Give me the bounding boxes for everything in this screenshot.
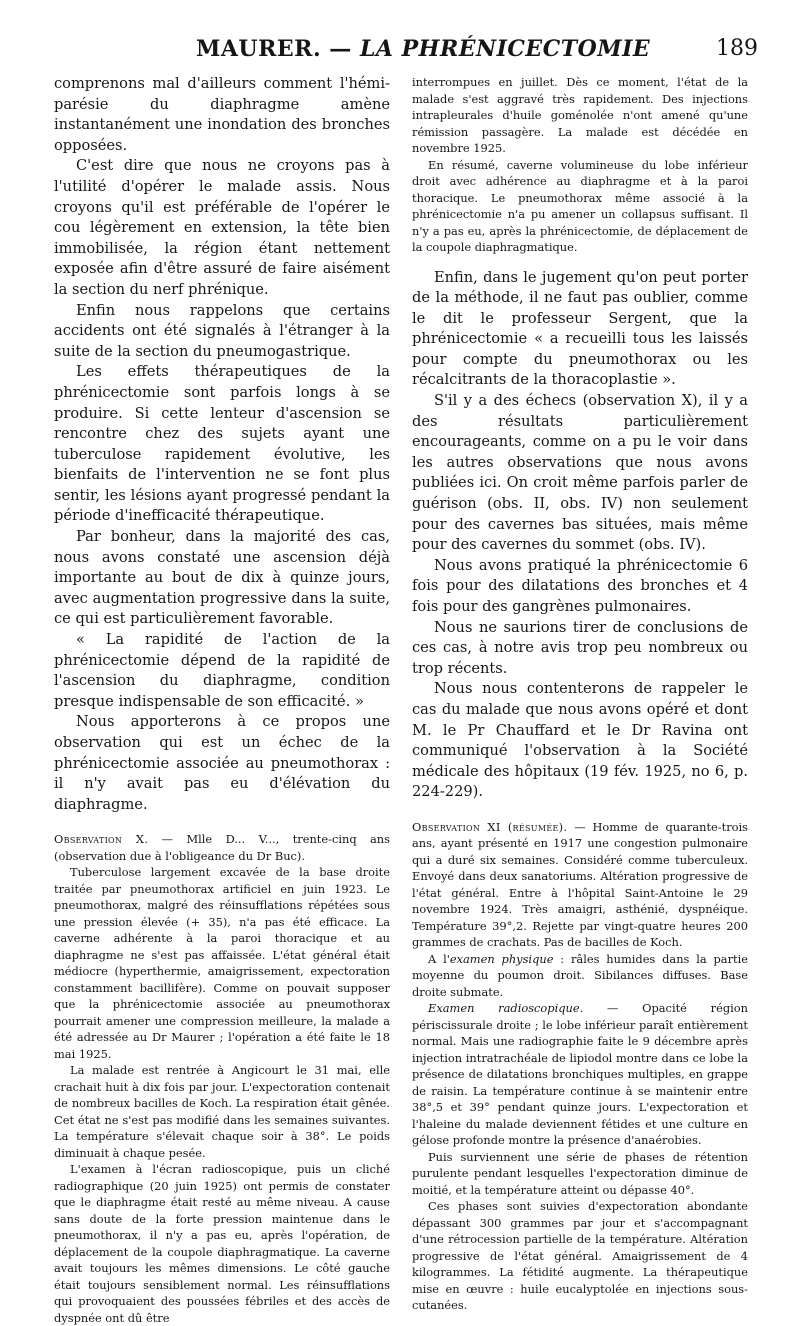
paragraph: Nous ne saurions tirer de conclusions de ces cas, à notre avis trop peu nombreux ou trop récents. [412, 618, 748, 677]
paragraph: L'examen à l'écran radioscopique, puis un cliché radiographique (20 juin 1925) ont permis de constater que le diaphragme était resté au même niveau. A cause sans doute de la forte pression maintenue dans le pneumothorax, il n'y a pas eu, après l'opération, de déplacement de la coupole diaphragmatique. La caverne avait toujours les mêmes dimensions. Le côté gauche était toujours sensiblement normal. Les réinsufflations qui provoquaient des poussées fébriles et des accès de dyspnée ont dû être [54, 1162, 390, 1325]
article-title: LA PHRÉNICECTOMIE [359, 36, 651, 62]
exam-radio-label: Examen radioscopique. [428, 1001, 584, 1016]
observation-x-continued [412, 74, 748, 256]
page-number: 189 [716, 36, 758, 61]
paragraph: Par bonheur, dans la majorité des cas, nous avons constaté une ascension déjà importante au bout de dix à quinze jours, avec augmentation progressive dans la suite, ce qui est particulièrement favorable. [54, 528, 390, 628]
observation-intro: — Homme de quarante-trois ans, ayant présenté en 1917 une congestion pulmonaire qui a duré six semaines. Considéré comme tuberculeux. Envoyé dans deux sanatoriums. Altération progressive de l'état général. Entre à l'hôpital Saint-Antoine le 29 novembre 1924. Très amaigri, asthénié, dyspnéique. Température 39°,2. Rejette par vingt-quatre heures 200 grammes de crachats. Pas de bacilles de Koch. [412, 819, 748, 950]
paragraph: Les effets thérapeutiques de la phrénicectomie sont parfois longs à se produire. Si cette lenteur d'ascension se rencontre chez des sujets ayant une tuberculose rapidement évolutive, les bienfaits de l'intervention ne se font plus sentir, les lésions ayant progressé pendant la période d'inefficacité thérapeutique. [54, 363, 390, 525]
running-header [0, 22, 800, 66]
paragraph: Nous nous contenterons de rappeler le cas du malade que nous avons opéré et dont M. le Pr Chauffard et le Dr Ravina ont communiqué l'observation à la Société médicale des hôpitaux (19 fév. 1925, no 6, p. 224-229). [412, 680, 748, 801]
observation-heading [412, 819, 748, 951]
observation-xi [412, 819, 748, 1314]
observation-label: Observation XI (résumée). [412, 819, 568, 834]
paragraph: Examen radioscopique. — Opacité région périscissurale droite ; le lobe inférieur paraît entièrement normal. Mais une radiographie faite le 9 décembre après injection intratrachéale de lipiodol montre dans ce lobe la présence de dilatations bronchiques multiples, en grappe de raisin. La température continue à se maintenir entre 38°,5 et 39° pendant quinze jours. L'expectoration et l'haleine du malade deviennent fétides et une culture en gélose profonde montre la présence d'anaérobies. [412, 1001, 748, 1148]
paragraph: Nous apporterons à ce propos une observation qui est un échec de la phrénicectomie associée au pneumothorax : il n'y avait pas eu d'élévation du diaphragme. [54, 713, 390, 813]
observation-x [54, 831, 390, 1326]
author-name: MAURER. — [196, 36, 352, 62]
paragraph: Ces phases sont suivies d'expectoration abondante dépassant 300 grammes par jour et s'accompagnant d'une rétrocession partielle de la température. Altération progressive de l'état général. Amaigrissement de 4 kilogrammes. La fétidité augmente. La thérapeutique mise en œuvre : huile eucalyptolée en injections sous-cutanées. [412, 1199, 748, 1313]
quotation: « La rapidité de l'action de la phrénicectomie dépend de la rapidité de l'ascension du diaphragme, condition presque indispensable de son efficacité. » [54, 631, 390, 710]
paragraph: Enfin nous rappelons que certains accidents ont été signalés à l'étranger à la suite de la section du pneumogastrique. [54, 301, 390, 360]
paragraph: interrompues en juillet. Dès ce moment, l'état de la malade s'est aggravé très rapidement. Des injections intrapleurales d'huile goménolée n'ont amené qu'une rémission passagère. La malade est décédée en novembre 1925. [412, 75, 748, 155]
paragraph: comprenons mal d'ailleurs comment l'hémi-parésie du diaphragme amène instantanément une inondation des bronches opposées. [54, 75, 390, 154]
right-body-text [412, 268, 748, 803]
paragraph: Enfin, dans le jugement qu'on peut porter de la méthode, il ne faut pas oublier, comme le dit le professeur Sergent, que la phrénicectomie « a recueilli tous les laissés pour compte du pneumothorax ou les récalcitrants de la thoracoplastie ». [412, 268, 748, 389]
paragraph: Nous avons pratiqué la phrénicectomie 6 fois pour des dilatations des bronches et 4 fois pour des gangrènes pulmonaires. [412, 556, 748, 615]
observation-label: Observation X. [54, 832, 149, 847]
summary-paragraph: En résumé, caverne volumineuse du lobe inférieur droit avec adhérence au diaphragme et à la paroi thoracique. Le pneumothorax même associé à la phrénicectomie n'a pu amener un collapsus suffisant. Il n'y a pas eu, après la phrénicectomie, de déplacement de la coupole diaphragmatique. [412, 157, 748, 254]
exam-physical-label: examen physique [449, 951, 554, 966]
paragraph: C'est dire que nous ne croyons pas à l'utilité d'opérer le malade assis. Nous croyons qu'il est préférable de l'opérer le cou légèrement en extension, la tête bien immobilisée, la région étant nettement exposée afin d'être assuré de faire aisément la section du nerf phrénique. [54, 157, 390, 298]
paragraph: A l'examen physique : râles humides dans la partie moyenne du poumon droit. Sibilances diffuses. Base droite submate. [412, 951, 748, 999]
observation-heading [54, 831, 390, 864]
right-column [412, 74, 748, 1314]
paragraph: Puis surviennent une série de phases de rétention purulente pendant lesquelles l'expectoration diminue de moitié, et la température atteint ou dépasse 40°. [412, 1149, 748, 1197]
paragraph: La malade est rentrée à Angicourt le 31 mai, elle crachait huit à dix fois par jour. L'expectoration contenait de nombreux bacilles de Koch. La respiration était gênée. Cet état ne s'est pas modifié dans les semaines suivantes. La température s'élevait chaque soir à 38°. Le poids diminuait à chaque pesée. [54, 1063, 390, 1160]
running-title [196, 36, 650, 62]
observation-intro: — Mlle D... V..., trente-cinq ans (observation due à l'obligeance du Dr Buc). [54, 832, 390, 863]
left-body-text [54, 74, 390, 815]
paragraph: Tuberculose largement excavée de la base droite traitée par pneumothorax artificiel en juin 1923. Le pneumothorax, malgré des réinsufflations répétées sous une pression élevée (+ 35), n'a pas été efficace. La caverne adhérente à la paroi thoracique et au diaphragme ne s'est pas affaissée. L'état général était médiocre (hyperthermie, amaigrissement, expectoration constamment bacillifère). Comme on pouvait supposer que la phrénicectomie associée au pneumothorax pourrait amener une compression meilleure, la malade a été adressée au Dr Maurer ; l'opération a été faite le 18 mai 1925. [54, 865, 390, 1061]
left-column [54, 74, 390, 1326]
paragraph: S'il y a des échecs (observation X), il y a des résultats particulièrement encourageants, comme on a pu le voir dans les autres observations que nous avons publiées ici. On croit même parfois parler de guérison (obs. II, obs. IV) non seulement pour des cavernes bas situées, mais même pour des cavernes du sommet (obs. IV). [412, 392, 748, 554]
